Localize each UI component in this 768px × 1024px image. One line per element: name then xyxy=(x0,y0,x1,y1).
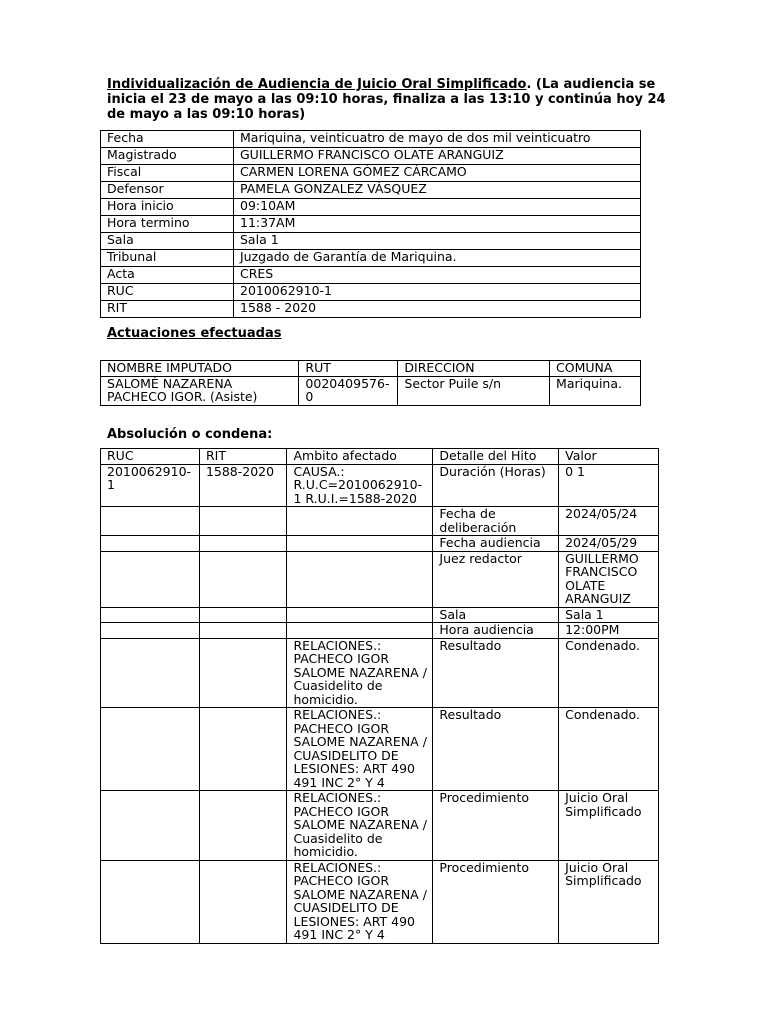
info-row xyxy=(101,216,641,233)
table-cell xyxy=(101,623,200,639)
table-row xyxy=(101,860,659,943)
table-cell: RELACIONES.: PACHECO IGOR SALOME NAZARENA / CUASIDELITO DE LESIONES: ART 490 491 INC 2° Y 4 xyxy=(287,860,433,943)
column-header: RIT xyxy=(199,449,287,465)
info-label: Fiscal xyxy=(101,165,234,182)
info-value: 11:37AM xyxy=(234,216,641,233)
table-cell xyxy=(287,536,433,552)
table-cell xyxy=(199,507,287,536)
info-label: Hora termino xyxy=(101,216,234,233)
table-cell: Sala 1 xyxy=(559,607,659,623)
table-cell xyxy=(287,507,433,536)
column-header: Ambito afectado xyxy=(287,449,433,465)
table-cell xyxy=(101,507,200,536)
absolucion-title: Absolución o condena: xyxy=(107,427,273,442)
table-cell: RELACIONES.: PACHECO IGOR SALOME NAZARENA / Cuasidelito de homicidio. xyxy=(287,638,433,708)
column-header: DIRECCION xyxy=(398,361,550,377)
table-row xyxy=(101,638,659,708)
table-cell xyxy=(199,551,287,607)
table-cell: Resultado xyxy=(433,708,559,791)
table-cell: 2024/05/29 xyxy=(559,536,659,552)
table-cell xyxy=(287,607,433,623)
table-cell xyxy=(199,536,287,552)
info-row xyxy=(101,233,641,250)
column-header: RUT xyxy=(299,361,398,377)
table-cell: Fecha audiencia xyxy=(433,536,559,552)
table-cell: Mariquina. xyxy=(550,376,641,405)
column-header: RUC xyxy=(101,449,200,465)
absolucion-table xyxy=(100,448,659,944)
heading-note: . (La audiencia se inicia el 23 de mayo a las 09:10 horas, finaliza a las 13:10 y continúa hoy 24 de mayo a las 09:10 horas) xyxy=(107,77,666,122)
info-value: GUILLERMO FRANCISCO OLATE ARANGUIZ xyxy=(234,148,641,165)
table-cell: Juez redactor xyxy=(433,551,559,607)
table-cell: Juicio Oral Simplificado xyxy=(559,791,659,861)
table-cell xyxy=(101,708,200,791)
table-cell xyxy=(199,623,287,639)
table-cell: Procedimiento xyxy=(433,860,559,943)
table-cell: Fecha de deliberación xyxy=(433,507,559,536)
table-cell: Procedimiento xyxy=(433,791,559,861)
table-cell xyxy=(199,708,287,791)
table-cell: Resultado xyxy=(433,638,559,708)
info-value: Sala 1 xyxy=(234,233,641,250)
column-header: COMUNA xyxy=(550,361,641,377)
table-cell: Duración (Horas) xyxy=(433,464,559,507)
imputado-table xyxy=(100,360,641,406)
absolucion-header-row xyxy=(101,449,659,465)
table-cell xyxy=(101,638,200,708)
table-cell: RELACIONES.: PACHECO IGOR SALOME NAZARENA / CUASIDELITO DE LESIONES: ART 490 491 INC 2° Y 4 xyxy=(287,708,433,791)
table-cell: Condenado. xyxy=(559,638,659,708)
table-row xyxy=(101,623,659,639)
info-label: Tribunal xyxy=(101,250,234,267)
info-label: Fecha xyxy=(101,131,234,148)
table-cell: Juicio Oral Simplificado xyxy=(559,860,659,943)
table-cell xyxy=(287,623,433,639)
table-cell: 1588-2020 xyxy=(199,464,287,507)
table-cell xyxy=(101,791,200,861)
info-value: 1588 - 2020 xyxy=(234,301,641,318)
table-cell xyxy=(199,607,287,623)
table-cell: CAUSA.: R.U.C=2010062910-1 R.U.I.=1588-2020 xyxy=(287,464,433,507)
actuaciones-title: Actuaciones efectuadas xyxy=(107,326,282,341)
table-cell: Hora audiencia xyxy=(433,623,559,639)
table-cell: Sala xyxy=(433,607,559,623)
table-row xyxy=(101,551,659,607)
column-header: Valor xyxy=(559,449,659,465)
document-heading xyxy=(107,77,667,122)
info-label: RIT xyxy=(101,301,234,318)
table-cell xyxy=(199,791,287,861)
table-cell: RELACIONES.: PACHECO IGOR SALOME NAZARENA / Cuasidelito de homicidio. xyxy=(287,791,433,861)
table-cell: 0020409576-0 xyxy=(299,376,398,405)
info-label: Hora inicio xyxy=(101,199,234,216)
table-row xyxy=(101,607,659,623)
info-row xyxy=(101,301,641,318)
info-row xyxy=(101,284,641,301)
info-row xyxy=(101,199,641,216)
table-cell xyxy=(101,607,200,623)
table-cell xyxy=(101,551,200,607)
info-row xyxy=(101,250,641,267)
column-header: NOMBRE IMPUTADO xyxy=(101,361,299,377)
table-cell: Sector Puile s/n xyxy=(398,376,550,405)
table-cell: GUILLERMO FRANCISCO OLATE ARANGUIZ xyxy=(559,551,659,607)
info-label: Sala xyxy=(101,233,234,250)
info-row xyxy=(101,148,641,165)
table-cell xyxy=(101,860,200,943)
table-row xyxy=(101,507,659,536)
info-label: Defensor xyxy=(101,182,234,199)
table-cell xyxy=(287,551,433,607)
imputado-row xyxy=(101,376,641,405)
info-value: CARMEN LORENA GÓMEZ CÁRCAMO xyxy=(234,165,641,182)
imputado-header-row xyxy=(101,361,641,377)
table-row xyxy=(101,536,659,552)
table-row xyxy=(101,791,659,861)
info-value: Juzgado de Garantía de Mariquina. xyxy=(234,250,641,267)
info-label: Magistrado xyxy=(101,148,234,165)
table-cell xyxy=(199,860,287,943)
info-row xyxy=(101,182,641,199)
table-cell: 2010062910-1 xyxy=(101,464,200,507)
info-row xyxy=(101,165,641,182)
table-cell: 0 1 xyxy=(559,464,659,507)
info-value: 09:10AM xyxy=(234,199,641,216)
table-row xyxy=(101,708,659,791)
table-cell: Condenado. xyxy=(559,708,659,791)
info-row xyxy=(101,131,641,148)
heading-title: Individualización de Audiencia de Juicio Oral Simplificado xyxy=(107,77,527,92)
info-row xyxy=(101,267,641,284)
hearing-info-table xyxy=(100,130,641,318)
table-row xyxy=(101,464,659,507)
table-cell: 12:00PM xyxy=(559,623,659,639)
info-value: 2010062910-1 xyxy=(234,284,641,301)
table-cell xyxy=(199,638,287,708)
info-value: PAMELA GONZALEZ VÁSQUEZ xyxy=(234,182,641,199)
info-label: RUC xyxy=(101,284,234,301)
info-value: Mariquina, veinticuatro de mayo de dos mil veinticuatro xyxy=(234,131,641,148)
table-cell: 2024/05/24 xyxy=(559,507,659,536)
info-label: Acta xyxy=(101,267,234,284)
table-cell xyxy=(101,536,200,552)
table-cell: SALOMÉ NAZARENA PACHECO IGOR. (Asiste) xyxy=(101,376,299,405)
column-header: Detalle del Hito xyxy=(433,449,559,465)
info-value: CRES xyxy=(234,267,641,284)
